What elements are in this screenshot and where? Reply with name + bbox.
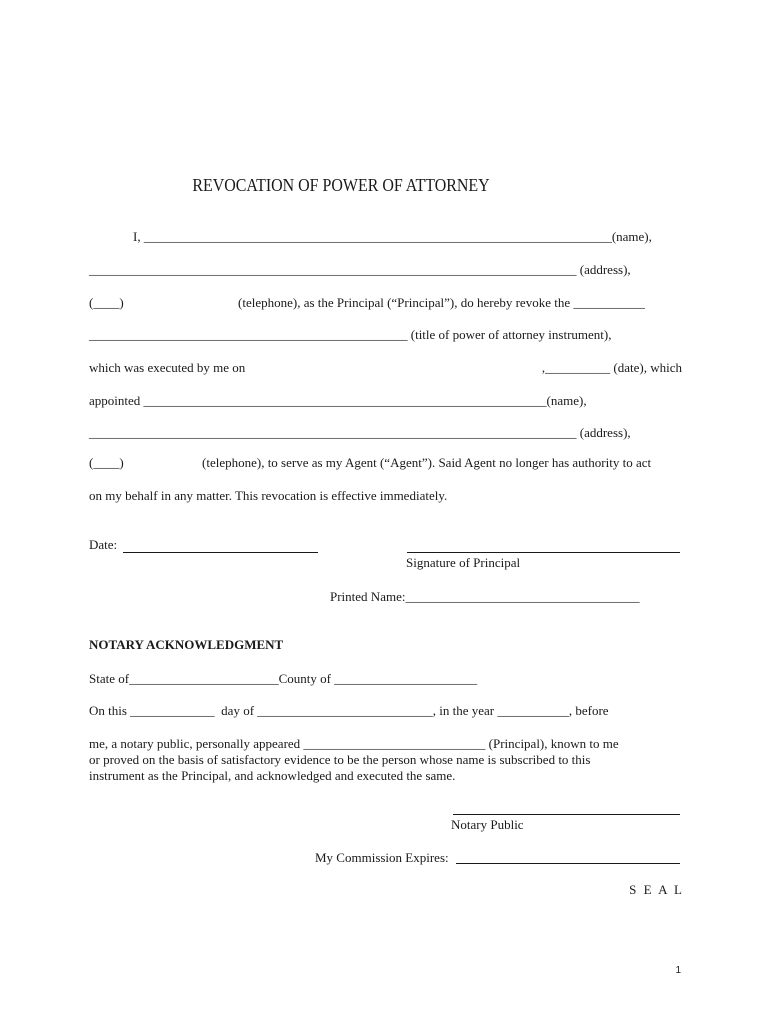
seal-label: S E A L	[629, 882, 684, 897]
date-signature-rule	[123, 552, 318, 553]
notary-paragraph-line-3: instrument as the Principal, and acknowledged and executed the same.	[89, 768, 456, 783]
notary-paragraph-line-2: or proved on the basis of satisfactory evidence to be the person whose name is subscribed to this	[89, 752, 591, 767]
effective-line: on my behalf in any matter. This revocation is effective immediately.	[89, 488, 448, 503]
notary-paragraph-line-1: me, a notary public, personally appeared ____________________________ (Principal), known to me	[89, 736, 619, 751]
address-line: ___________________________________________________________________________ (address),	[89, 262, 631, 277]
page-number: 1	[675, 965, 681, 976]
signature-of-principal-label: Signature of Principal	[406, 555, 521, 570]
telephone-blank: (____)	[89, 295, 124, 310]
printed-name-line: Printed Name:____________________________________	[330, 589, 640, 604]
notary-heading: NOTARY ACKNOWLEDGMENT	[89, 637, 284, 652]
telephone-line: (telephone), as the Principal (“Principal”), do hereby revoke the ___________	[238, 295, 645, 310]
commission-expires-label: My Commission Expires:	[315, 850, 449, 865]
date-which-line: ,__________ (date), which	[541, 360, 682, 375]
executed-by-line: which was executed by me on	[89, 360, 246, 375]
agent-address-line: ___________________________________________________________________________ (address),	[89, 425, 631, 440]
instrument-title-line: _________________________________________________ (title of power of attorney instrument),	[89, 327, 612, 342]
principal-signature-rule	[407, 552, 680, 553]
agent-telephone-blank: (____)	[89, 455, 124, 470]
date-label: Date:	[89, 537, 118, 552]
agent-telephone-line: (telephone), to serve as my Agent (“Agent”). Said Agent no longer has authority to act	[202, 455, 652, 470]
name-line: I, ________________________________________________________________________(name),	[133, 229, 652, 244]
commission-expires-rule	[456, 863, 680, 864]
notary-signature-rule	[453, 814, 680, 815]
appointed-line: appointed ______________________________________________________________(name),	[89, 393, 587, 408]
notary-day-line: On this _____________ day of ___________________________, in the year ___________, before	[89, 703, 609, 718]
notary-public-label: Notary Public	[451, 817, 524, 832]
document-title: REVOCATION OF POWER OF ATTORNEY	[192, 175, 490, 195]
state-county-line: State of_______________________County of ______________________	[89, 671, 478, 686]
